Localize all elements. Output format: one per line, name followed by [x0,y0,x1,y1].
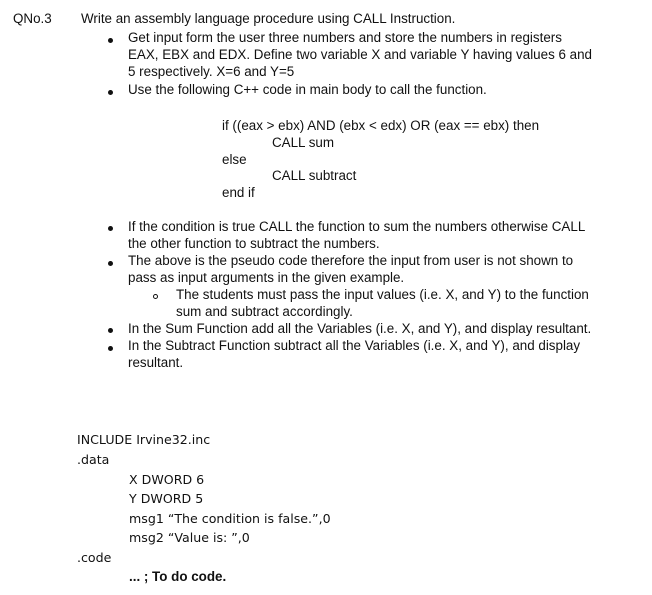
code-todo: ... ; To do code. [129,569,227,584]
bullet-text: pass as input arguments in the given example. [128,270,405,285]
bullet-icon [108,328,113,333]
bullet-text: the other function to subtract the numbers. [128,236,380,251]
bullet-icon [108,261,113,266]
code-include: INCLUDE Irvine32.inc [77,432,211,447]
bullet-icon [108,38,113,43]
code-msg1: msg1 “The condition is false.”,0 [129,511,331,526]
pseudo-line: CALL subtract [272,168,357,183]
code-code-directive: .code [77,550,112,565]
bullet-text: In the Sum Function add all the Variables (i.e. X, and Y), and display resultant. [128,321,592,336]
pseudo-line: if ((eax > ebx) AND (ebx < edx) OR (eax == ebx) then [222,118,540,133]
bullet-icon [108,346,113,351]
sub-bullet-icon [153,294,158,299]
bullet-text: Get input form the user three numbers and store the numbers in registers [128,30,562,45]
pseudo-line: CALL sum [272,135,335,150]
bullet-text: 5 respectively. X=6 and Y=5 [128,64,295,79]
pseudo-line: end if [222,185,255,200]
sub-bullet-text: The students must pass the input values (i.e. X, and Y) to the function [176,287,589,302]
bullet-icon [108,90,113,95]
bullet-text: If the condition is true CALL the function to sum the numbers otherwise CALL [128,219,586,234]
code-msg2: msg2 “Value is: ”,0 [129,530,250,545]
pseudo-line: else [222,152,247,167]
question-number: QNo.3 [13,11,52,26]
code-var-y: Y DWORD 5 [129,491,204,506]
bullet-text: The above is the pseudo code therefore the input from user is not shown to [128,253,574,268]
code-var-x: X DWORD 6 [129,472,205,487]
bullet-icon [108,226,113,231]
sub-bullet-text: sum and subtract accordingly. [176,304,353,319]
code-data-directive: .data [77,452,110,467]
bullet-text: Use the following C++ code in main body to call the function. [128,82,487,97]
bullet-text: EAX, EBX and EDX. Define two variable X and variable Y having values 6 and [128,47,592,62]
bullet-text: In the Subtract Function subtract all the Variables (i.e. X, and Y), and display [128,338,581,353]
bullet-text: resultant. [128,355,184,370]
question-title: Write an assembly language procedure using CALL Instruction. [81,11,456,26]
